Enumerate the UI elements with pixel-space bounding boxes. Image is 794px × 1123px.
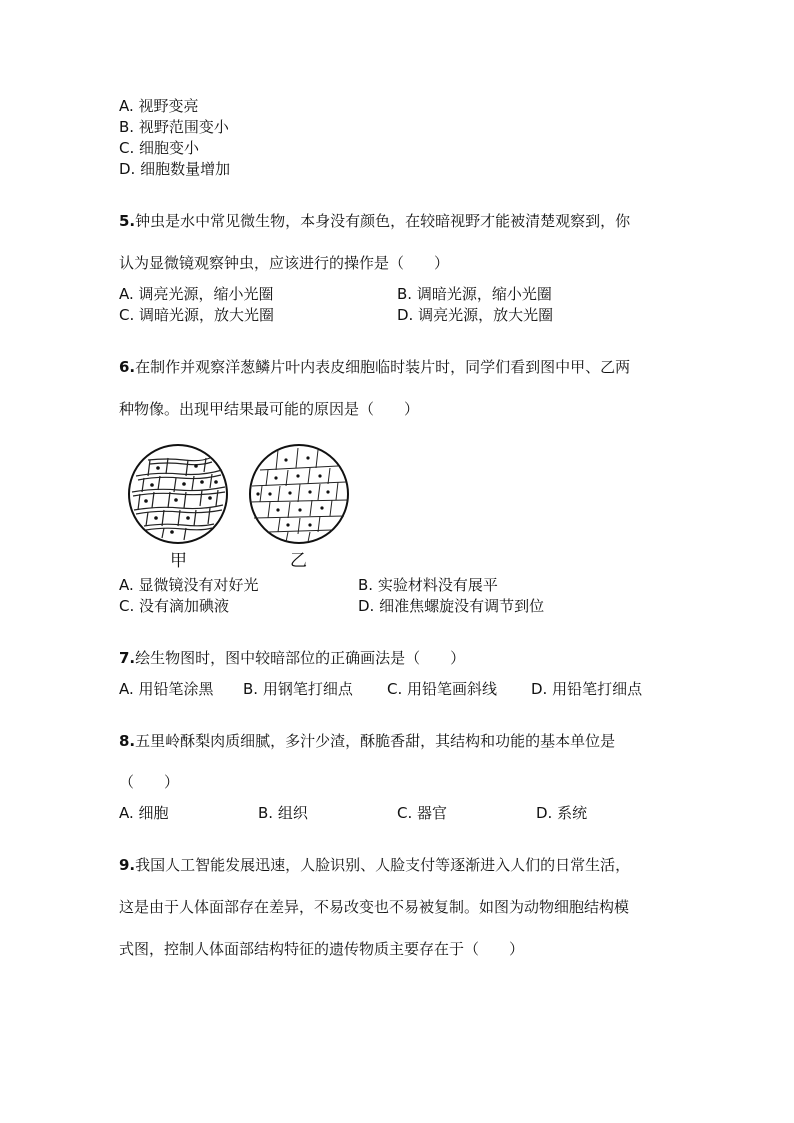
q8-stem-line2: （ ）	[119, 773, 180, 791]
q7-stem-line1: 7.绘生物图时，图中较暗部位的正确画法是（ ）	[119, 649, 466, 667]
q7-number: 7.	[119, 649, 136, 667]
q5-stem-line2: 认为显微镜观察钟虫，应该进行的操作是（ ）	[119, 254, 450, 272]
q9-stem-line3: 式图，控制人体面部结构特征的遗传物质主要存在于（ ）	[119, 940, 525, 958]
q4-option-b: B. 视野范围变小	[119, 118, 229, 136]
q6-option-c: C. 没有滴加碘液	[119, 597, 230, 615]
q5-option-d: D. 调亮光源，放大光圈	[397, 306, 554, 324]
q6-option-b: B. 实验材料没有展平	[358, 576, 498, 594]
q7-option-c: C. 用铅笔画斜线	[387, 680, 498, 698]
q8-option-b: B. 组织	[258, 804, 308, 822]
q7-option-b: B. 用钢笔打细点	[243, 680, 353, 698]
q5-stem-line1: 5.钟虫是水中常见微生物，本身没有颜色，在较暗视野才能被清楚观察到，你	[119, 212, 631, 230]
q4-option-d: D. 细胞数量增加	[119, 160, 231, 178]
q9-stem-line1: 9.我国人工智能发展迅速，人脸识别、人脸支付等逐渐进入人们的日常生活，	[119, 856, 631, 874]
q6-number: 6.	[119, 358, 136, 376]
micrograph-yi	[250, 445, 348, 543]
q6-option-d: D. 细准焦螺旋没有调节到位	[358, 597, 545, 615]
q8-option-a: A. 细胞	[119, 804, 169, 822]
q6-stem-line1: 6.在制作并观察洋葱鳞片叶内表皮细胞临时装片时，同学们看到图中甲、乙两	[119, 358, 631, 376]
micrograph-jia	[129, 445, 227, 543]
q4-option-c: C. 细胞变小	[119, 139, 200, 157]
q5-option-a: A. 调亮光源，缩小光圈	[119, 285, 274, 303]
q5-option-b: B. 调暗光源，缩小光圈	[397, 285, 552, 303]
q8-stem-line1: 8.五里岭酥梨肉质细腻，多汁少渣，酥脆香甜，其结构和功能的基本单位是	[119, 732, 616, 750]
figure-label-jia: 甲	[170, 551, 187, 571]
q9-stem-line2: 这是由于人体面部存在差异，不易改变也不易被复制。如图为动物细胞结构模	[119, 898, 630, 916]
q5-option-c: C. 调暗光源，放大光圈	[119, 306, 275, 324]
q7-option-d: D. 用铅笔打细点	[531, 680, 643, 698]
onion-cell-micrographs	[128, 440, 368, 570]
q8-number: 8.	[119, 732, 136, 750]
q4-option-a: A. 视野变亮	[119, 97, 199, 115]
q6-option-a: A. 显微镜没有对好光	[119, 576, 259, 594]
q6-stem-line2: 种物像。出现甲结果最可能的原因是（ ）	[119, 400, 420, 418]
q8-option-c: C. 器官	[397, 804, 448, 822]
figure-label-yi: 乙	[290, 551, 307, 571]
onion-cell-figure	[128, 440, 368, 570]
q9-number: 9.	[119, 856, 136, 874]
q7-option-a: A. 用铅笔涂黑	[119, 680, 214, 698]
q5-number: 5.	[119, 212, 136, 230]
q8-option-d: D. 系统	[536, 804, 588, 822]
